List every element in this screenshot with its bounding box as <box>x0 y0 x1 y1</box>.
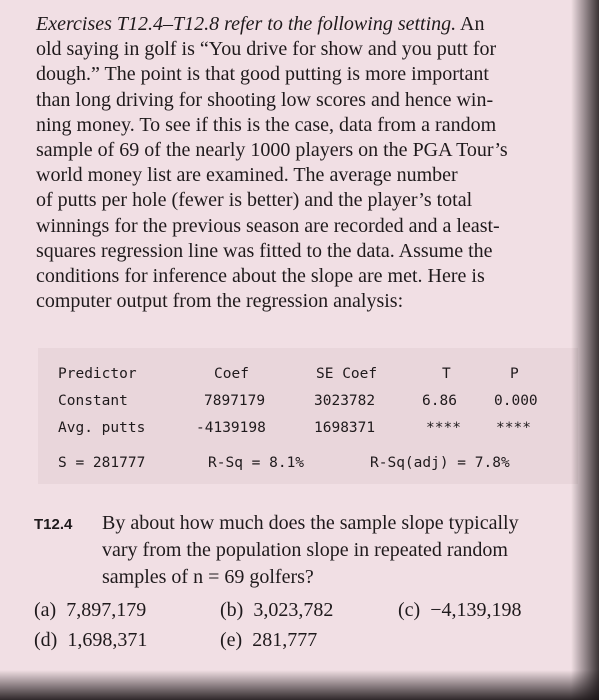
row-avg-putts-label: Avg. putts <box>58 420 146 436</box>
choice-letter: (a) <box>34 599 57 621</box>
summary-s: S = 281777 <box>58 455 146 471</box>
question-text-line: samples of n = 69 golfers? <box>102 566 314 588</box>
header-coef: Coef <box>214 366 249 382</box>
row-constant-t: 6.86 <box>422 393 457 409</box>
row-constant-p: 0.000 <box>494 393 538 409</box>
choice-letter: (c) <box>398 599 421 621</box>
paragraph-line: computer output from the regression analysis: <box>36 290 404 313</box>
header-predictor: Predictor <box>58 366 137 382</box>
paragraph-text: An <box>456 13 485 35</box>
choice-value: −4,139,198 <box>430 599 522 621</box>
paragraph-line <box>36 12 576 37</box>
choice-letter: (d) <box>34 629 58 651</box>
photo-shadow-right <box>571 0 599 700</box>
exercise-reference: Exercises T12.4–T12.8 refer to the following setting. <box>36 13 457 35</box>
choice-value: 281,777 <box>252 629 318 651</box>
choice-c[interactable] <box>398 599 521 622</box>
choice-e[interactable] <box>220 629 317 652</box>
choice-value: 1,698,371 <box>67 629 148 651</box>
choice-letter: (e) <box>220 629 243 651</box>
row-constant-se: 3023782 <box>314 393 376 409</box>
paragraph-line: than long driving for shooting low scores and hence win- <box>36 88 494 111</box>
paragraph-line: winnings for the previous season are recorded and a least- <box>36 214 500 237</box>
question-text-line: By about how much does the sample slope typically <box>102 512 519 534</box>
row-constant-coef: 7897179 <box>204 393 266 409</box>
choice-d[interactable] <box>34 629 147 652</box>
row-avg-putts-p: **** <box>496 420 531 436</box>
question-number: T12.4 <box>34 516 73 533</box>
setting-paragraph <box>36 12 576 314</box>
header-se-coef: SE Coef <box>316 366 378 382</box>
header-p: P <box>510 366 519 382</box>
choice-b[interactable] <box>220 599 333 622</box>
paragraph-line: ning money. To see if this is the case, data from a random <box>36 113 497 136</box>
choice-a[interactable] <box>34 599 146 622</box>
row-avg-putts-coef: -4139198 <box>196 420 266 436</box>
question-text-line: vary from the population slope in repeated random <box>102 539 508 561</box>
row-avg-putts-se: 1698371 <box>314 420 376 436</box>
paragraph-line: old saying in golf is “You drive for show and you putt for <box>36 38 497 61</box>
choice-value: 3,023,782 <box>253 599 334 621</box>
paragraph-line: sample of 69 of the nearly 1000 players on the PGA Tour’s <box>36 139 508 162</box>
paragraph-line: of putts per hole (fewer is better) and the player’s total <box>36 189 473 212</box>
paragraph-line: world money list are examined. The average number <box>36 164 458 187</box>
paragraph-line: conditions for inference about the slope are met. Here is <box>36 265 485 288</box>
header-t: T <box>442 366 451 382</box>
paragraph-line: squares regression line was fitted to the data. Assume the <box>36 239 493 262</box>
row-avg-putts-t: **** <box>426 420 461 436</box>
photo-shadow-bottom <box>0 670 599 700</box>
regression-output-table <box>38 348 578 484</box>
summary-r-sq: R-Sq = 8.1% <box>208 455 305 471</box>
choice-letter: (b) <box>220 599 244 621</box>
paragraph-line: dough.” The point is that good putting is more important <box>36 63 489 86</box>
row-constant-label: Constant <box>58 393 128 409</box>
choice-value: 7,897,179 <box>66 599 147 621</box>
summary-r-sq-adj: R-Sq(adj) = 7.8% <box>370 455 510 471</box>
